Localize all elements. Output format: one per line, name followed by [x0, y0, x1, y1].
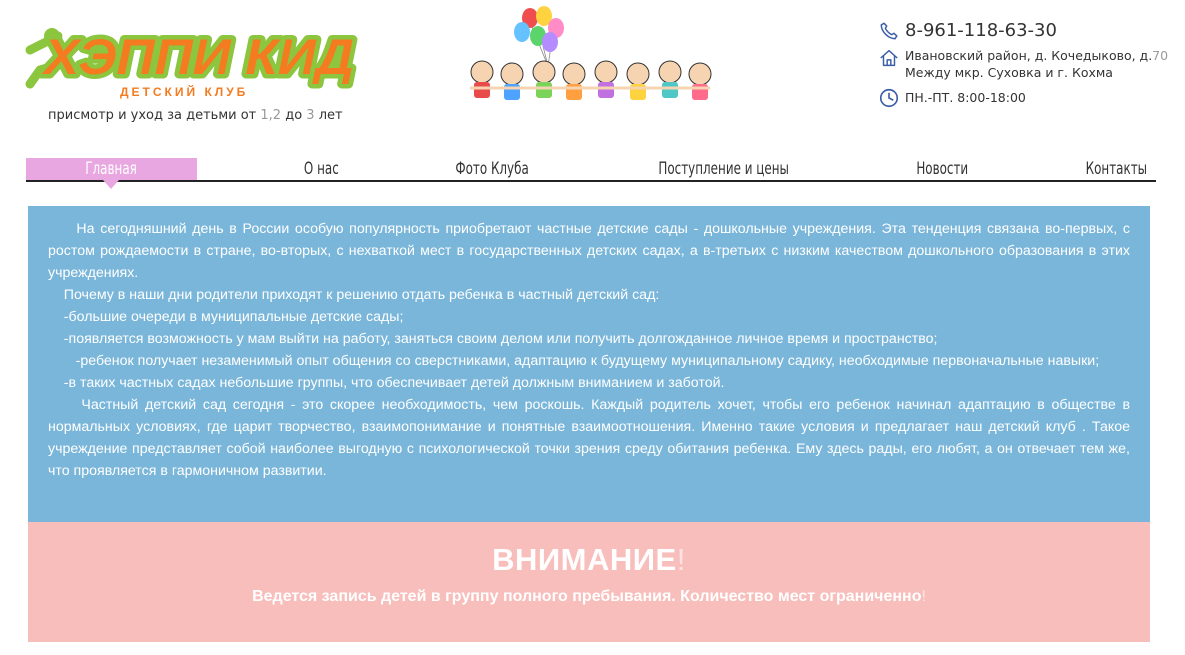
address-house: 70 — [1152, 48, 1169, 63]
info-paragraph: -появляется возможность у мам выйти на работу, заняться своим делом или получить долгожданное личное время и пространство; — [48, 331, 938, 347]
site-logo[interactable] — [22, 24, 362, 104]
attention-text-body: Ведется запись детей в группу полного пребывания. Количество мест ограниченно — [252, 588, 922, 605]
tagline-prefix: присмотр и уход за детьми от — [48, 108, 261, 123]
nav-item-contacts[interactable]: Контакты — [1085, 159, 1148, 179]
address-text — [905, 47, 1168, 81]
phone-icon — [878, 20, 900, 42]
info-paragraph: -большие очереди в муниципальные детские сады; — [48, 309, 404, 325]
tagline-age-to: 3 — [306, 108, 315, 123]
kids-balloons-illustration — [460, 4, 720, 104]
address-line1: Ивановский район, д. Кочедыково, д. — [905, 48, 1153, 63]
nav-item-about[interactable]: О нас — [303, 159, 339, 179]
tagline-age-from: 1,2 — [260, 108, 282, 123]
info-paragraph: Почему в наши дни родители приходят к решению отдать ребенка в частный детский сад: — [48, 287, 660, 303]
home-icon — [878, 47, 900, 69]
phone-number[interactable]: 8-961-118-63-30 — [905, 20, 1057, 41]
info-paragraph: -в таких частных садах небольшие группы, что обеспечивает детей должным вниманием и заботой. — [48, 375, 725, 391]
nav-item-admission-prices[interactable]: Поступление и цены — [658, 159, 790, 179]
nav-item-news[interactable]: Новости — [916, 159, 969, 179]
attention-text — [28, 588, 1150, 606]
logo-subtitle: ДЕТСКИЙ КЛУБ — [120, 85, 249, 99]
balloons-icon — [514, 6, 564, 66]
nav-item-home[interactable] — [26, 158, 197, 180]
logo-text: ХЭППИ КИД — [40, 29, 354, 85]
info-paragraph: На сегодняшний день в России особую популярность приобретают частные детские сады - дошкольные учреждения. Эта тенденция связана во-первых, с ростом рождаемости в стране, во-вторых, с нехваткой мест в государственных детских садах, а в-третьих с низким качеством дошкольного образования в этих учреждениях. — [48, 221, 1134, 281]
info-paragraph: Частный детский сад сегодня - это скорее необходимость, чем роскошь. Каждый родитель хочет, чтобы его ребенок начинал адаптацию в обществе в нормальных условиях, где царит творчество, взаимопонимание и понятные взаимоотношения. Именно такие условия и предлагает наш детский клуб . Такое учреждение представляет собой наиболее выгодную с психологической точки зрения среду обитания ребенка. Ему здесь рады, его любят, а он отвечает тем же, что проявляется в гармоничном развитии. — [48, 397, 1134, 479]
clock-icon — [878, 87, 900, 109]
attention-title-text: ВНИМАНИЕ — [492, 542, 677, 577]
address-row — [878, 47, 1178, 81]
address-line2: Между мкр. Суховка и г. Кохма — [905, 65, 1113, 80]
attention-title-mark: ! — [676, 542, 686, 577]
kids-group-icon — [470, 61, 711, 100]
tagline-suffix: лет — [314, 108, 343, 123]
nav-item-photos[interactable]: Фото Клуба — [455, 159, 529, 179]
contacts-block — [878, 20, 1178, 109]
hours-row — [878, 87, 1178, 109]
working-hours: ПН.-ПТ. 8:00-18:00 — [905, 90, 1026, 105]
info-block — [28, 206, 1150, 522]
tagline-middle: до — [281, 108, 307, 123]
attention-title — [28, 542, 1150, 578]
nav-item-label: Главная — [85, 159, 138, 179]
attention-text-mark: ! — [921, 588, 926, 605]
info-paragraph: -ребенок получает незаменимый опыт общения со сверстниками, адаптацию к будущему муниципальному садику, необходимые первоначальные навыки; — [48, 353, 1100, 369]
phone-row[interactable] — [878, 20, 1178, 42]
attention-block — [28, 522, 1150, 642]
tagline — [48, 108, 343, 123]
main-nav — [26, 158, 1156, 182]
